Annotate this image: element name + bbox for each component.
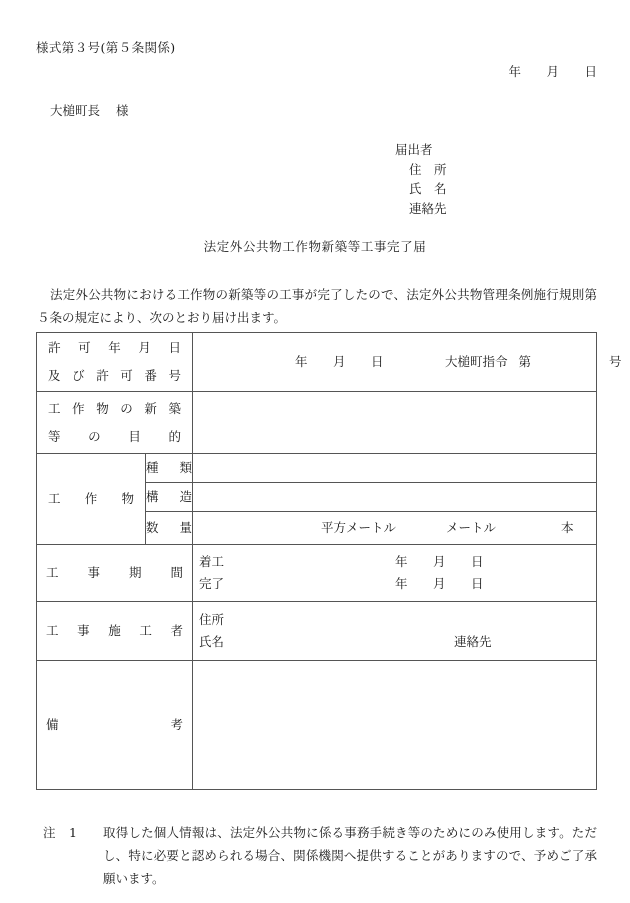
table-row-remarks	[37, 661, 597, 790]
structure-type-value[interactable]	[193, 454, 597, 483]
footer-note	[43, 821, 597, 890]
permit-order-dai: 第	[518, 354, 532, 369]
table-row-period	[37, 545, 597, 602]
remarks-value-cell[interactable]	[193, 661, 597, 790]
addressee-name: 大槌町長	[50, 103, 101, 118]
purpose-label-line2: 等の目的	[48, 428, 182, 444]
structure-type-label: 種類	[146, 454, 193, 483]
period-label-cell	[37, 545, 193, 602]
addressee-honorific: 様	[116, 103, 129, 118]
note-text: 取得した個人情報は、法定外公共物に係る事務手続き等のためにのみ使用します。ただし、特に必要と認められる場合、関係機関へ提供することがありますので、予めご了承願います。	[103, 825, 597, 886]
contractor-name-label: 氏名	[199, 633, 225, 649]
structure-label: 工作物	[48, 491, 134, 506]
permit-value-cell[interactable]	[193, 333, 622, 392]
table-row-permit	[37, 333, 597, 392]
contractor-value-cell[interactable]	[193, 602, 597, 661]
unit-length-label: メートル	[446, 520, 497, 535]
period-end-month: 月	[433, 575, 446, 591]
date-year-label: 年	[508, 64, 521, 79]
document-date-line	[508, 62, 597, 80]
submitter-address-label: 住 所	[409, 161, 447, 177]
form-table	[36, 332, 622, 790]
period-start-row	[199, 551, 596, 573]
contractor-name-row	[199, 631, 596, 653]
structure-construction-label: 構造	[146, 483, 193, 512]
date-month-label: 月	[546, 64, 559, 79]
table-row-contractor	[37, 602, 597, 661]
purpose-label-cell	[37, 392, 193, 454]
structure-quantity-label: 数量	[146, 512, 193, 545]
period-end-row	[199, 573, 596, 595]
purpose-value-cell[interactable]	[193, 392, 597, 454]
permit-label-line2: 及び許可番号	[48, 368, 182, 383]
document-title: 法定外公共物工作物新築等工事完了届	[203, 239, 427, 254]
permit-day-label: 日	[371, 354, 384, 369]
contractor-address-label: 住所	[199, 611, 225, 627]
period-start-day: 日	[471, 553, 484, 569]
submitter-name-label: 氏 名	[409, 181, 447, 196]
period-stack	[193, 547, 596, 600]
remarks-label: 備考	[46, 717, 184, 732]
table-row-structure-type	[37, 454, 597, 483]
note-head-label: 注	[43, 825, 56, 840]
permit-month-label: 月	[333, 354, 346, 369]
period-end-day: 日	[471, 575, 484, 591]
addressee	[50, 101, 129, 119]
permit-year-label: 年	[295, 354, 308, 369]
structure-quantity-value[interactable]	[193, 512, 597, 545]
period-label: 工事期間	[46, 565, 184, 580]
contractor-address-row	[199, 609, 596, 631]
purpose-label-line1: 工作物の新築	[48, 400, 182, 416]
contractor-label-cell	[37, 602, 193, 661]
structure-construction-value[interactable]	[193, 483, 597, 512]
body-paragraph: 法定外公共物における工作物の新築等の工事が完了したので、法定外公共物管理条例施行規則第５条の規定により、次のとおり届け出ます。	[37, 287, 597, 325]
contractor-stack	[193, 605, 596, 658]
submitter-block	[395, 140, 447, 218]
permit-order-prefix: 大槌町指令	[445, 354, 508, 369]
permit-order-suffix: 号	[609, 354, 622, 369]
submitter-title: 届出者	[395, 142, 433, 157]
table-row-purpose	[37, 392, 597, 454]
submitter-contact-label: 連絡先	[409, 200, 447, 216]
period-value-cell[interactable]	[193, 545, 597, 602]
date-day-label: 日	[584, 64, 597, 79]
contractor-contact-label: 連絡先	[454, 633, 492, 649]
unit-count-label: 本	[561, 520, 574, 535]
form-code: 様式第３号(第５条関係)	[36, 40, 176, 55]
period-end-year: 年	[395, 575, 408, 591]
structure-label-cell	[37, 454, 146, 545]
unit-area-label: 平方メートル	[321, 520, 397, 535]
remarks-label-cell	[37, 661, 193, 790]
permit-label-cell	[37, 333, 193, 392]
permit-label-line1: 許可年月日	[48, 340, 182, 355]
period-start-month: 月	[433, 553, 446, 569]
note-number: 1	[69, 825, 77, 840]
quantity-units-line	[193, 512, 596, 544]
period-start-label: 着工	[199, 553, 225, 569]
permit-value-line	[193, 348, 622, 376]
period-start-year: 年	[395, 553, 408, 569]
period-end-label: 完了	[199, 575, 225, 591]
contractor-label: 工事施工者	[46, 623, 184, 638]
